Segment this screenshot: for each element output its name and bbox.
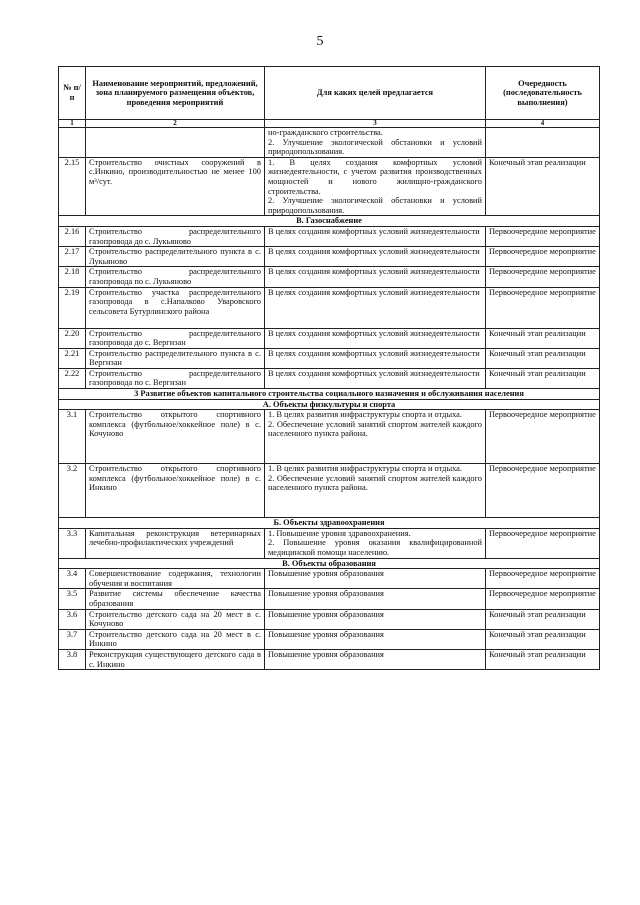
- measure-order: Первоочередное мероприятие: [486, 528, 600, 558]
- measure-name: Строительство распределительного пункта в с. Лукьяново: [86, 247, 265, 267]
- measure-purpose: 1. В целях развития инфраструктуры спорта и отдыха. 2. Обеспечение условий занятий спортом жителей каждого населенного пункта района.: [265, 464, 486, 518]
- row-number: 3.5: [59, 589, 86, 609]
- measure-name: Строительство распределительного пункта в с. Вергизан: [86, 348, 265, 368]
- measure-name: Строительство распределительного газопровода до с. Лукьяново: [86, 226, 265, 246]
- measure-name: Строительство детского сада на 20 мест в с. Кочуново: [86, 609, 265, 629]
- header-number: № п/п: [59, 67, 86, 120]
- measure-order: Первоочередное мероприятие: [486, 464, 600, 518]
- row-number: 2.18: [59, 267, 86, 287]
- table-row: [59, 328, 600, 348]
- table-row: [59, 368, 600, 388]
- measure-order: Конечный этап реализации: [486, 649, 600, 669]
- column-index: 4: [486, 120, 600, 128]
- row-number: 2.15: [59, 157, 86, 216]
- section-heading: А. Объекты физкультуры и спорта: [59, 399, 600, 410]
- measure-order: Конечный этап реализации: [486, 157, 600, 216]
- table-row: [59, 629, 600, 649]
- row-number: 2.20: [59, 328, 86, 348]
- measure-purpose: Повышение уровня образования: [265, 649, 486, 669]
- measure-purpose: В целях создания комфортных условий жизнедеятельности: [265, 328, 486, 348]
- section-heading-row: [59, 389, 600, 400]
- measure-name: Строительство распределительного газопровода до с. Вергизан: [86, 328, 265, 348]
- measure-purpose: В целях создания комфортных условий жизнедеятельности: [265, 267, 486, 287]
- row-number: 3.6: [59, 609, 86, 629]
- row-number: 2.19: [59, 287, 86, 328]
- measure-purpose: Повышение уровня образования: [265, 609, 486, 629]
- row-number: 2.16: [59, 226, 86, 246]
- measure-purpose: 1. Повышение уровня здравоохранения. 2. Повышение уровня оказания квалифицированной медицинской помощи населению.: [265, 528, 486, 558]
- measure-order: [486, 128, 600, 158]
- measure-name: Совершенствование содержания, технологии обучения и воспитания: [86, 569, 265, 589]
- header-order: Очередность (последовательность выполнения): [486, 67, 600, 120]
- measure-order: Конечный этап реализации: [486, 629, 600, 649]
- section-heading-row: [59, 216, 600, 227]
- table-row: [59, 528, 600, 558]
- measure-purpose: но-гражданского строительства. 2. Улучшение экологической обстановки и условий природопользования.: [265, 128, 486, 158]
- table-row: [59, 267, 600, 287]
- row-number: 3.1: [59, 410, 86, 464]
- measure-purpose: Повышение уровня образования: [265, 589, 486, 609]
- row-number: 3.4: [59, 569, 86, 589]
- measure-order: Конечный этап реализации: [486, 368, 600, 388]
- row-number: 2.22: [59, 368, 86, 388]
- table-row: [59, 247, 600, 267]
- section-heading: В. Газоснабжение: [59, 216, 600, 227]
- table-row: [59, 157, 600, 216]
- measure-purpose: 1. В целях развития инфраструктуры спорта и отдыха. 2. Обеспечение условий занятий спортом жителей каждого населенного пункта района.: [265, 410, 486, 464]
- measure-order: Первоочередное мероприятие: [486, 589, 600, 609]
- measure-purpose: Повышение уровня образования: [265, 569, 486, 589]
- table-row: [59, 609, 600, 629]
- row-number: 3.8: [59, 649, 86, 669]
- table-row: [59, 649, 600, 669]
- measure-name: Строительство участка распределительного газопровода в с.Напалково Уваровского сельсовета Бутурлинского района: [86, 287, 265, 328]
- table-row: [59, 287, 600, 328]
- column-index: 1: [59, 120, 86, 128]
- table-row: [59, 464, 600, 518]
- measure-order: Первоочередное мероприятие: [486, 226, 600, 246]
- table-row: [59, 589, 600, 609]
- section-heading: 3 Развитие объектов капитального строительства социального назначения и обслуживания населения: [59, 389, 600, 400]
- measure-order: Первоочередное мероприятие: [486, 569, 600, 589]
- measure-name: Капитальная реконструкция ветеринарных лечебно-профилактических учреждений: [86, 528, 265, 558]
- measure-purpose: В целях создания комфортных условий жизнедеятельности: [265, 226, 486, 246]
- measure-order: Первоочередное мероприятие: [486, 410, 600, 464]
- measure-purpose: В целях создания комфортных условий жизнедеятельности: [265, 287, 486, 328]
- measure-order: Конечный этап реализации: [486, 328, 600, 348]
- measure-name: Строительство открытого спортивного комплекса (футбольное/хоккейное поле) в с. Инкино: [86, 464, 265, 518]
- section-heading-row: [59, 558, 600, 569]
- measures-table: [58, 66, 600, 670]
- row-number: 3.3: [59, 528, 86, 558]
- measure-order: Первоочередное мероприятие: [486, 267, 600, 287]
- table-body: [59, 128, 600, 670]
- row-number: 2.21: [59, 348, 86, 368]
- row-number: 2.17: [59, 247, 86, 267]
- measure-name: Строительство распределительного газопровода по с. Лукьяново: [86, 267, 265, 287]
- measure-name: Строительство распределительного газопровода по с. Вергизан: [86, 368, 265, 388]
- column-index: 3: [265, 120, 486, 128]
- measure-purpose: Повышение уровня образования: [265, 629, 486, 649]
- measure-name: Строительство очистных сооружений в с.Инкино, производительностью не менее 100 м³/сут.: [86, 157, 265, 216]
- column-number-row: [59, 120, 600, 128]
- page-number: 5: [316, 34, 324, 49]
- table-row: [59, 226, 600, 246]
- measure-purpose: В целях создания комфортных условий жизнедеятельности: [265, 247, 486, 267]
- measure-order: Конечный этап реализации: [486, 348, 600, 368]
- header-name: Наименование мероприятий, предложений, зона планируемого размещения объектов, проведения мероприятий: [86, 67, 265, 120]
- header-purpose: Для каких целей предлагается: [265, 67, 486, 120]
- table-row: [59, 569, 600, 589]
- row-number: 3.7: [59, 629, 86, 649]
- section-heading: В. Объекты образования: [59, 558, 600, 569]
- measure-order: Конечный этап реализации: [486, 609, 600, 629]
- measure-purpose: В целях создания комфортных условий жизнедеятельности: [265, 348, 486, 368]
- measure-purpose: В целях создания комфортных условий жизнедеятельности: [265, 368, 486, 388]
- table-row: [59, 348, 600, 368]
- section-heading: Б. Объекты здравоохранения: [59, 518, 600, 529]
- column-index: 2: [86, 120, 265, 128]
- measure-name: [86, 128, 265, 158]
- measure-order: Первоочередное мероприятие: [486, 287, 600, 328]
- measure-purpose: 1. В целях создания комфортных условий жизнедеятельности, с учетом развития производственных мощностей и нового жилищно-гражданского строительства. 2. Улучшение экологической обстановки и условий природопользования.: [265, 157, 486, 216]
- table-row: [59, 410, 600, 464]
- measure-order: Первоочередное мероприятие: [486, 247, 600, 267]
- table-row: [59, 128, 600, 158]
- row-number: [59, 128, 86, 158]
- measure-name: Строительство детского сада на 20 мест в с. Инкино: [86, 629, 265, 649]
- section-heading-row: [59, 399, 600, 410]
- measure-name: Реконструкция существующего детского сада в с. Инкино: [86, 649, 265, 669]
- row-number: 3.2: [59, 464, 86, 518]
- section-heading-row: [59, 518, 600, 529]
- measure-name: Развитие системы обеспечение качества образования: [86, 589, 265, 609]
- table-header-row: [59, 67, 600, 120]
- measure-name: Строительство открытого спортивного комплекса (футбольное/хоккейное поле) в с. Кочуново: [86, 410, 265, 464]
